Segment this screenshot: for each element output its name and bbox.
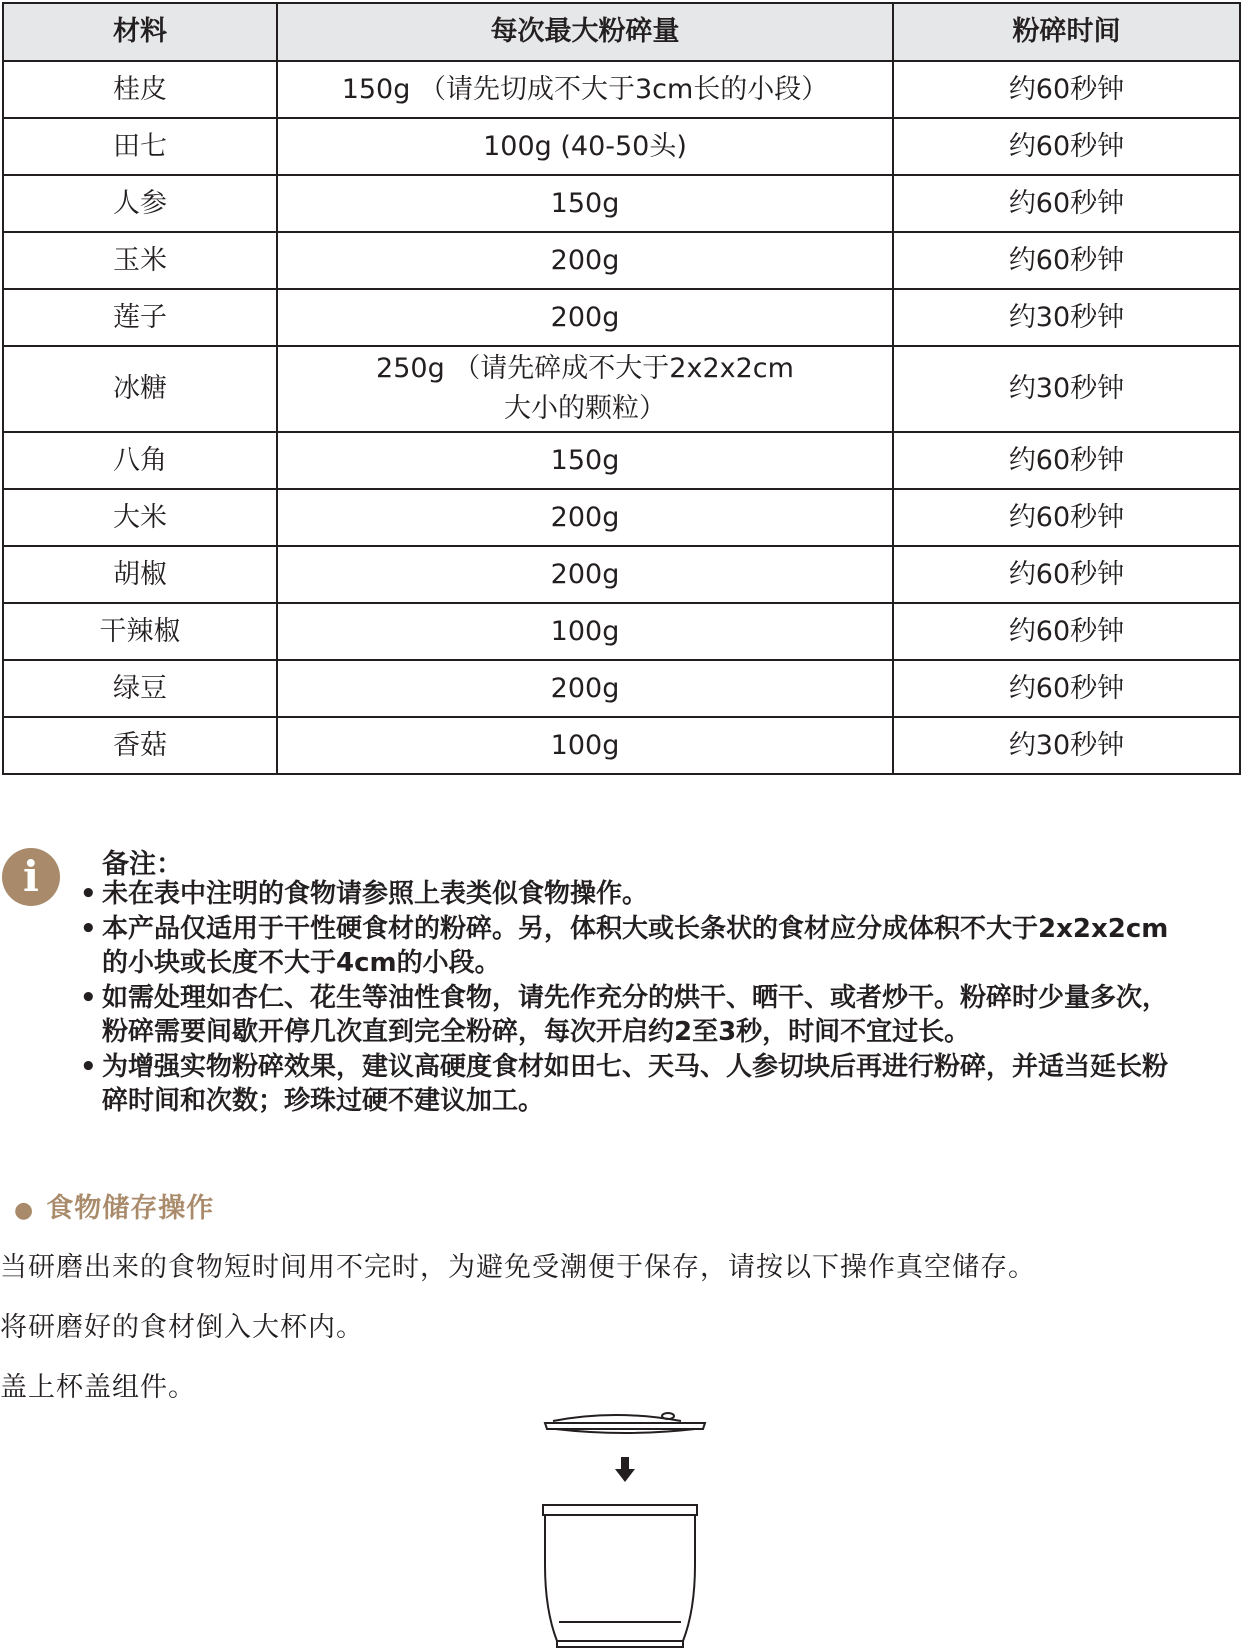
table-row [3, 175, 1240, 232]
table-row [3, 432, 1240, 489]
cell-material: 冰糖 [3, 346, 277, 432]
table-row [3, 61, 1240, 118]
table-row [3, 232, 1240, 289]
table-row [3, 717, 1240, 774]
info-icon: i [2, 848, 60, 906]
table-row [3, 546, 1240, 603]
table-row [3, 660, 1240, 717]
cup-lid-illustration [535, 1405, 715, 1648]
cell-material: 八角 [3, 432, 277, 489]
lid-icon [545, 1413, 705, 1433]
cell-material: 桂皮 [3, 61, 277, 118]
cell-material: 田七 [3, 118, 277, 175]
cell-time: 约30秒钟 [893, 346, 1240, 432]
cell-time: 约30秒钟 [893, 717, 1240, 774]
cell-time: 约60秒钟 [893, 432, 1240, 489]
table-header-row [3, 3, 1240, 61]
cell-material: 香菇 [3, 717, 277, 774]
cell-time: 约30秒钟 [893, 289, 1240, 346]
cell-material: 干辣椒 [3, 603, 277, 660]
cell-amount: 200g [277, 232, 893, 289]
note-item: • 本产品仅适用于干性硬食材的粉碎。另，体积大或长条状的食材应分成体积不大于2x2x2cm的小块或长度不大于4cm的小段。 [80, 912, 1180, 981]
cell-amount: 200g [277, 489, 893, 546]
note-item: • 未在表中注明的食物请参照上表类似食物操作。 [80, 877, 1180, 912]
table-row [3, 489, 1240, 546]
cell-amount-line2: 大小的颗粒） [504, 393, 666, 424]
cell-amount: 200g [277, 660, 893, 717]
storage-paragraph: 盖上杯盖组件。 [0, 1372, 196, 1403]
cell-time: 约60秒钟 [893, 118, 1240, 175]
table-row [3, 289, 1240, 346]
table-row [3, 118, 1240, 175]
table-row [3, 346, 1240, 432]
storage-paragraph: 当研磨出来的食物短时间用不完时，为避免受潮便于保存，请按以下操作真空储存。 [0, 1252, 1036, 1283]
arrow-down-icon [615, 1457, 635, 1482]
cell-amount [277, 346, 893, 432]
cell-time: 约60秒钟 [893, 61, 1240, 118]
cell-amount: 100g (40-50头) [277, 118, 893, 175]
note-item: • 如需处理如杏仁、花生等油性食物，请先作充分的烘干、晒干、或者炒干。粉碎时少量多次，粉碎需要间歇开停几次直到完全粉碎，每次开启约2至3秒，时间不宜过长。 [80, 981, 1180, 1050]
header-amount: 每次最大粉碎量 [277, 3, 893, 61]
cell-material: 大米 [3, 489, 277, 546]
cell-amount: 200g [277, 289, 893, 346]
note-item: • 为增强实物粉碎效果，建议高硬度食材如田七、天马、人参切块后再进行粉碎，并适当延长粉碎时间和次数；珍珠过硬不建议加工。 [80, 1050, 1180, 1119]
note-list [80, 877, 1180, 1119]
cell-material: 莲子 [3, 289, 277, 346]
storage-heading [14, 1186, 214, 1225]
cell-amount-line1: 250g （请先碎成不大于2x2x2cm [376, 353, 794, 384]
cell-amount: 150g [277, 432, 893, 489]
cell-time: 约60秒钟 [893, 660, 1240, 717]
cell-material: 玉米 [3, 232, 277, 289]
table-row [3, 603, 1240, 660]
storage-heading-text: 食物储存操作 [46, 1193, 215, 1224]
cell-material: 绿豆 [3, 660, 277, 717]
cell-amount: 100g [277, 603, 893, 660]
cell-material: 胡椒 [3, 546, 277, 603]
storage-paragraph: 将研磨好的食材倒入大杯内。 [0, 1312, 364, 1343]
cell-material: 人参 [3, 175, 277, 232]
header-material: 材料 [3, 3, 277, 61]
cell-time: 约60秒钟 [893, 489, 1240, 546]
cell-time: 约60秒钟 [893, 603, 1240, 660]
note-title: 备注： [102, 849, 183, 880]
bullet-icon: ● [14, 1198, 35, 1223]
cell-amount: 150g （请先切成不大于3cm长的小段） [277, 61, 893, 118]
cell-amount: 150g [277, 175, 893, 232]
header-time: 粉碎时间 [893, 3, 1240, 61]
cell-time: 约60秒钟 [893, 232, 1240, 289]
cell-time: 约60秒钟 [893, 175, 1240, 232]
cell-time: 约60秒钟 [893, 546, 1240, 603]
cup-icon [543, 1505, 697, 1647]
cell-amount: 200g [277, 546, 893, 603]
cell-amount: 100g [277, 717, 893, 774]
grinding-table [2, 2, 1241, 775]
